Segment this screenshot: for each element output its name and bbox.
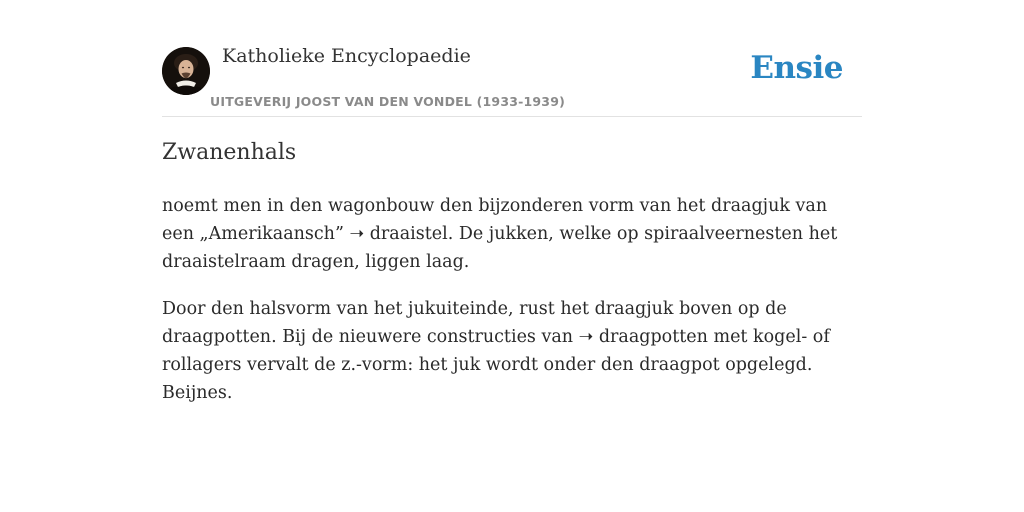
- article-paragraph: noemt men in den wagonbouw den bijzonderen vorm van het draagjuk van een „Amerikaansch” ➝ draaistel. De jukken, welke op spiraalveernesten het draaistelraam dragen, liggen laag.: [162, 196, 838, 272]
- article-paragraph: Door den halsvorm van het jukuiteinde, rust het draagjuk boven op de draagpotten. Bij de nieuwere constructies van ➝ draagpotten met kogel- of rollagers vervalt de z.-vorm: het juk wordt onder den draagpot opgelegd. Beijnes.: [162, 299, 830, 403]
- publisher-subtitle: UITGEVERIJ JOOST VAN DEN VONDEL (1933-1939): [210, 94, 566, 109]
- publication-title[interactable]: Katholieke Encyclopaedie: [222, 45, 471, 67]
- publication-avatar[interactable]: [162, 47, 210, 95]
- portrait-avatar-icon: [162, 47, 210, 95]
- article-body: [162, 192, 862, 426]
- article-title: Zwanenhals: [162, 140, 297, 165]
- page-container: [162, 0, 862, 403]
- publication-header: [162, 0, 862, 117]
- ensie-brand-logo[interactable]: Ensie: [750, 50, 843, 86]
